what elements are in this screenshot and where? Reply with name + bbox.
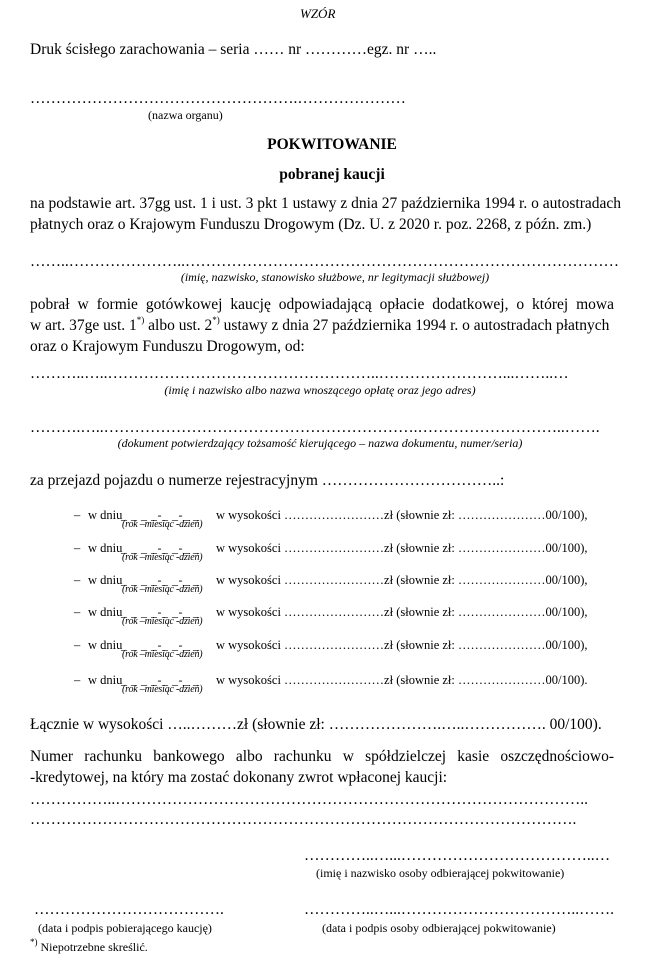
amount-field[interactable]: w wysokości ……………………zł (słownie zł: …………………00/100), — [216, 541, 588, 555]
basis-line-1: na podstawie art. 37gg ust. 1 i ust. 3 pkt 1 ustawy z dnia 27 października 1994 r. o autostradach — [30, 195, 622, 212]
recipient-caption: (imię i nazwisko osoby odbierającej pokwitowanie) — [316, 866, 565, 880]
payer-caption: (imię i nazwisko albo nazwa wnoszącego opłatę oraz jego adres) — [164, 383, 476, 397]
document-caption: (dokument potwierdzający tożsamość kierującego – nazwa dokumentu, numer/seria) — [117, 436, 523, 450]
payment-entry: – w dniu _ _ _ _-_ _-_ _ (rok –miesiąc -dzień) w wysokości ……………………zł (słownie zł: …………………00/100), — [74, 508, 588, 530]
druk-line: Druk ścisłego zarachowania – seria …… nr …………egz. nr ….. — [30, 41, 437, 58]
officer-dots: ……..…………………..………………………………………………………………………… — [30, 253, 619, 270]
organ-dots: …………………………………………….………………… — [30, 90, 406, 107]
payment-entry: – w dniu _ _ _ _-_ _-_ _ (rok –miesiąc -dzień) w wysokości ……………………zł (słownie zł: …………………00/100), — [74, 573, 588, 595]
date-field[interactable]: _ _ _ _-_ _-_ _ — [121, 638, 200, 652]
amount-field[interactable]: w wysokości ……………………zł (słownie zł: …………………00/100), — [216, 638, 588, 652]
payment-entry: – w dniu _ _ _ _-_ _-_ _ (rok –miesiąc -dzień) w wysokości ……………………zł (słownie zł: …………………00/100), — [74, 541, 588, 563]
date-field[interactable]: _ _ _ _-_ _-_ _ — [121, 541, 200, 555]
amount-field[interactable]: w wysokości ……………………zł (słownie zł: …………………00/100), — [216, 605, 588, 619]
organ-caption: (nazwa organu) — [148, 108, 223, 122]
collected-line-1: pobrał w formie gotówkowej kaucję odpowiadającą opłacie dodatkowej, o której mowa — [30, 296, 614, 313]
account-line-2: -kredytowej, na który ma zostać dokonany zwrot wpłaconej kaucji: — [30, 769, 448, 786]
basis-line-2: płatnych oraz o Krajowym Funduszu Drogowym (Dz. U. z 2020 r. poz. 2268, z późn. zm.) — [30, 216, 592, 233]
vehicle-line: za przejazd pojazdu o numerze rejestracyjnym ……………………………..: — [30, 472, 505, 489]
signature-right-caption: (data i podpis osoby odbierającej pokwitowanie) — [322, 921, 556, 935]
account-dots-1[interactable]: ……………..……………………………………………………………………………….. — [30, 791, 588, 808]
signature-right-dots: …………..…...……………………………..……. — [304, 901, 614, 918]
amount-field[interactable]: w wysokości ……………………zł (słownie zł: …………………00/100). — [216, 673, 588, 687]
wzor-label: WZÓR — [300, 6, 336, 21]
payment-entry: – w dniu _ _ _ _-_ _-_ _ (rok –miesiąc -dzień) w wysokości ……………………zł (słownie zł: …………………00/100). — [74, 673, 588, 695]
payment-entry: – w dniu _ _ _ _-_ _-_ _ (rok –miesiąc -dzień) w wysokości ……………………zł (słownie zł: …………………00/100), — [74, 638, 588, 660]
amount-field[interactable]: w wysokości ……………………zł (słownie zł: …………………00/100), — [216, 508, 588, 522]
account-line-1: Numer rachunku bankowego albo rachunku w spółdzielczej kasie oszczędnościowo- — [30, 748, 614, 765]
payment-entry: – w dniu _ _ _ _-_ _-_ _ (rok –miesiąc -dzień) w wysokości ……………………zł (słownie zł: …………………00/100), — [74, 605, 588, 627]
amount-field[interactable]: w wysokości ……………………zł (słownie zł: …………………00/100), — [216, 573, 588, 587]
collected-line-2: w art. 37ge ust. 1*) albo ust. 2*) ustawy z dnia 27 października 1994 r. o autostradach płatnych — [30, 314, 610, 334]
collected-line-3: oraz o Krajowym Funduszu Drogowym, od: — [30, 338, 305, 355]
signature-left-caption: (data i podpis pobierającego kaucję) — [38, 921, 212, 935]
recipient-dots: …………..…...………………………………..… — [304, 847, 611, 864]
date-field[interactable]: _ _ _ _-_ _-_ _ — [121, 605, 200, 619]
date-field[interactable]: _ _ _ _-_ _-_ _ — [121, 673, 200, 687]
date-field[interactable]: _ _ _ _-_ _-_ _ — [121, 573, 200, 587]
document-dots: ……….…..…………………………………………………….………………………..……. — [30, 419, 600, 436]
document-title: POKWITOWANIE — [267, 136, 397, 153]
footnote: *) Niepotrzebne skreślić. — [30, 937, 148, 954]
total-line: Łącznie w wysokości …..………zł (słownie zł: ………………….…..……………. 00/100). — [30, 716, 602, 733]
account-dots-2[interactable]: ……………………………………………………………………………………………. — [30, 811, 577, 828]
date-field[interactable]: _ _ _ _-_ _-_ _ — [121, 508, 200, 522]
officer-caption: (imię, nazwisko, stanowisko służbowe, nr legitymacji służbowej) — [180, 270, 490, 284]
payer-dots: ………..…..……………………………………………..……………………...……..… — [30, 365, 569, 382]
signature-left-dots: ………………………………. — [34, 901, 224, 918]
document-subtitle: pobranej kaucji — [279, 166, 385, 183]
